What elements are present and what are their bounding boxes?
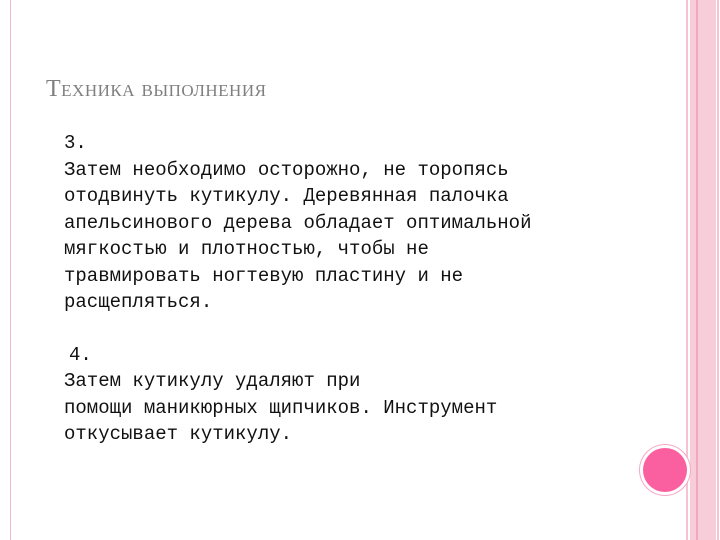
paragraph-spacer [64,316,624,342]
border-stripe [696,0,698,540]
list-item-3 [64,130,624,316]
item-line: отодвинуть кутикулу. Деревянная палочка [64,185,509,207]
border-stripe [690,0,716,540]
item-line: откусывает кутикулу. [64,423,293,445]
item-line: апельсинового дерева обладает оптимальной [64,211,532,234]
item-number: 3. [64,132,87,154]
border-stripe [686,0,688,540]
item-number: 4. [69,343,92,366]
border-stripe [717,0,719,540]
slide-body [64,130,624,448]
item-line: помощи маникюрных щипчиков. Инструмент [64,396,498,419]
left-border-line [10,0,11,540]
item-line: Затем необходимо осторожно, не торопясь [64,158,509,181]
right-decorative-border [682,0,720,540]
item-line: расщепляться. [64,291,213,313]
list-item-4 [64,342,624,448]
item-line: Затем кутикулу удаляют при [64,370,361,392]
item-line: травмировать ногтевую пластину и не [64,264,464,287]
item-line: мягкостью и плотностью, чтобы не [64,238,429,260]
slide-title: Техника выполнения [46,76,267,102]
decorative-circle-icon [643,448,687,492]
